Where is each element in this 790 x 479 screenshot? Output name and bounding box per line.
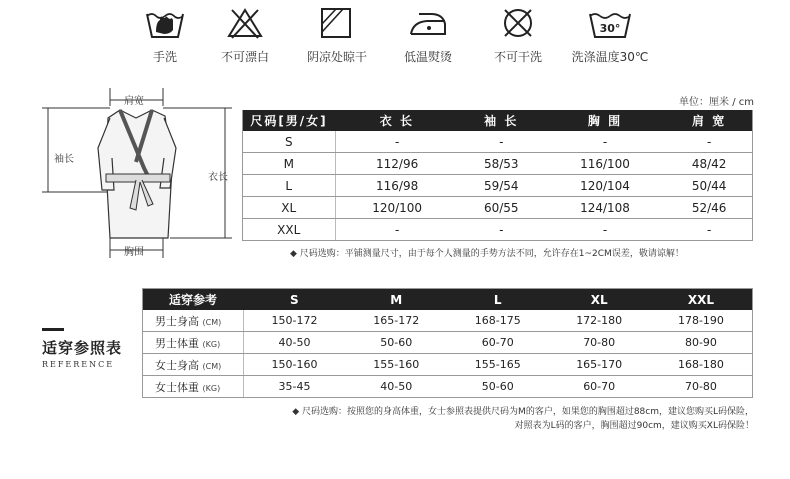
table-cell: 50-60 <box>447 376 548 398</box>
care-item-no-bleach <box>200 0 290 65</box>
table-cell: 70-80 <box>548 332 649 354</box>
table-cell: 165-170 <box>548 354 649 376</box>
header-cell: M <box>346 289 447 311</box>
garment-diagram <box>40 88 240 267</box>
table-cell: 155-160 <box>346 354 447 376</box>
reference-title-cn: 适穿参照表 <box>42 339 123 357</box>
table-row <box>243 197 753 219</box>
table-cell: 40-50 <box>243 332 346 354</box>
reference-title <box>42 328 122 369</box>
size-cell: XL <box>243 197 336 219</box>
table-cell: 120/104 <box>544 175 667 197</box>
row-label: 女士体重 <box>155 380 199 394</box>
sleeve-label: 袖长 <box>54 154 74 165</box>
header-cell: XXL <box>650 289 753 311</box>
title-bar <box>42 328 64 331</box>
size-cell: S <box>243 131 336 153</box>
table-row <box>143 332 753 354</box>
table-cell: - <box>544 219 667 241</box>
table-cell: 124/108 <box>544 197 667 219</box>
table-cell: - <box>459 219 544 241</box>
row-label-cell <box>143 376 244 398</box>
care-label: 手洗 <box>152 50 177 64</box>
table-row <box>143 310 753 332</box>
care-label: 低温熨烫 <box>403 50 452 64</box>
hand-wash-icon <box>144 6 186 40</box>
table-cell: 58/53 <box>459 153 544 175</box>
table-cell: 80-90 <box>650 332 753 354</box>
table-cell: 60-70 <box>447 332 548 354</box>
chest-label: 胸围 <box>124 247 144 258</box>
row-label: 男士身高 <box>155 314 199 328</box>
care-instructions <box>120 0 680 80</box>
header-cell: 袖 长 <box>459 110 544 131</box>
table-cell: 60/55 <box>459 197 544 219</box>
table-cell: - <box>335 219 459 241</box>
table-cell: 50/44 <box>666 175 752 197</box>
care-item-hand-wash <box>120 0 210 65</box>
table-cell: - <box>335 131 459 153</box>
no-dry-clean-icon <box>497 6 539 40</box>
table-cell: 50-60 <box>346 332 447 354</box>
header-cell: 适穿参考 <box>143 289 244 311</box>
table-cell: 116/98 <box>335 175 459 197</box>
size-note: ◆ 尺码选购：平铺测量尺寸，由于每个人测量的手势方法不同，允许存在1~2CM误差，敬请谅解！ <box>290 249 684 259</box>
header-cell: 尺码[男/女] <box>243 110 336 131</box>
row-label-cell <box>143 354 244 376</box>
reference-table <box>142 288 753 398</box>
care-label: 不可漂白 <box>220 50 269 64</box>
table-row <box>143 376 753 398</box>
reference-title-en: REFERENCE <box>42 360 115 369</box>
header-cell: 衣 长 <box>335 110 459 131</box>
table-row <box>243 131 753 153</box>
row-label-cell <box>143 332 244 354</box>
table-cell: 168-180 <box>650 354 753 376</box>
header-cell: 肩 宽 <box>666 110 752 131</box>
header-cell: XL <box>548 289 649 311</box>
header-cell: S <box>243 289 346 311</box>
header-cell: 胸 围 <box>544 110 667 131</box>
table-cell: 150-172 <box>243 310 346 332</box>
row-label: 女士身高 <box>155 358 199 372</box>
table-cell: 48/42 <box>666 153 752 175</box>
table-cell: 70-80 <box>650 376 753 398</box>
table-row <box>143 354 753 376</box>
care-item-wash-30 <box>565 0 655 65</box>
low-iron-icon <box>407 6 449 40</box>
reference-note-line1: ◆ 尺码选购：按照您的身高体重，女士参照表提供尺码为M的客户，如果您的胸围超过88cm，建议您购买L码保险， <box>292 407 754 417</box>
no-bleach-icon <box>224 6 266 40</box>
table-cell: - <box>666 219 752 241</box>
table-cell: 155-165 <box>447 354 548 376</box>
table-cell: 178-190 <box>650 310 753 332</box>
care-item-low-iron <box>383 0 473 65</box>
size-cell: L <box>243 175 336 197</box>
size-table-header <box>243 110 753 131</box>
table-cell: 59/54 <box>459 175 544 197</box>
care-label: 洗涤温度30℃ <box>571 50 649 64</box>
reference-note <box>292 405 754 433</box>
table-cell: - <box>544 131 667 153</box>
reference-table-header <box>143 289 753 311</box>
size-cell: M <box>243 153 336 175</box>
table-cell: 116/100 <box>544 153 667 175</box>
care-item-shade-dry <box>292 0 382 65</box>
size-table <box>242 110 753 241</box>
wash-temp-text: 30° <box>599 22 621 35</box>
care-label: 阴凉处晾干 <box>306 50 367 64</box>
row-unit: (CM) <box>202 317 222 327</box>
header-cell: L <box>447 289 548 311</box>
care-label: 不可干洗 <box>493 50 542 64</box>
reference-note-line2: 对照表为L码的客户，胸围超过90cm，建议购买XL码保险！ <box>514 421 754 431</box>
table-cell: 60-70 <box>548 376 649 398</box>
table-cell: 165-172 <box>346 310 447 332</box>
unit-label: 单位：厘米 / cm <box>679 97 754 108</box>
table-row <box>243 153 753 175</box>
shoulder-label: 肩宽 <box>124 96 144 107</box>
table-row <box>243 175 753 197</box>
row-unit: (CM) <box>202 361 222 371</box>
table-cell: 112/96 <box>335 153 459 175</box>
table-cell: 120/100 <box>335 197 459 219</box>
size-cell: XXL <box>243 219 336 241</box>
table-row <box>243 219 753 241</box>
table-cell: 40-50 <box>346 376 447 398</box>
table-cell: - <box>459 131 544 153</box>
table-cell: 168-175 <box>447 310 548 332</box>
row-label: 男士体重 <box>155 336 199 350</box>
table-cell: 150-160 <box>243 354 346 376</box>
row-unit: (KG) <box>202 383 221 393</box>
table-cell: 172-180 <box>548 310 649 332</box>
shade-dry-icon <box>316 6 358 40</box>
care-item-no-dry-clean <box>473 0 563 65</box>
row-unit: (KG) <box>202 339 221 349</box>
table-cell: 52/46 <box>666 197 752 219</box>
wash-30-icon <box>587 6 633 40</box>
length-label: 衣长 <box>208 172 228 183</box>
row-label-cell <box>143 310 244 332</box>
table-cell: 35-45 <box>243 376 346 398</box>
table-cell: - <box>666 131 752 153</box>
